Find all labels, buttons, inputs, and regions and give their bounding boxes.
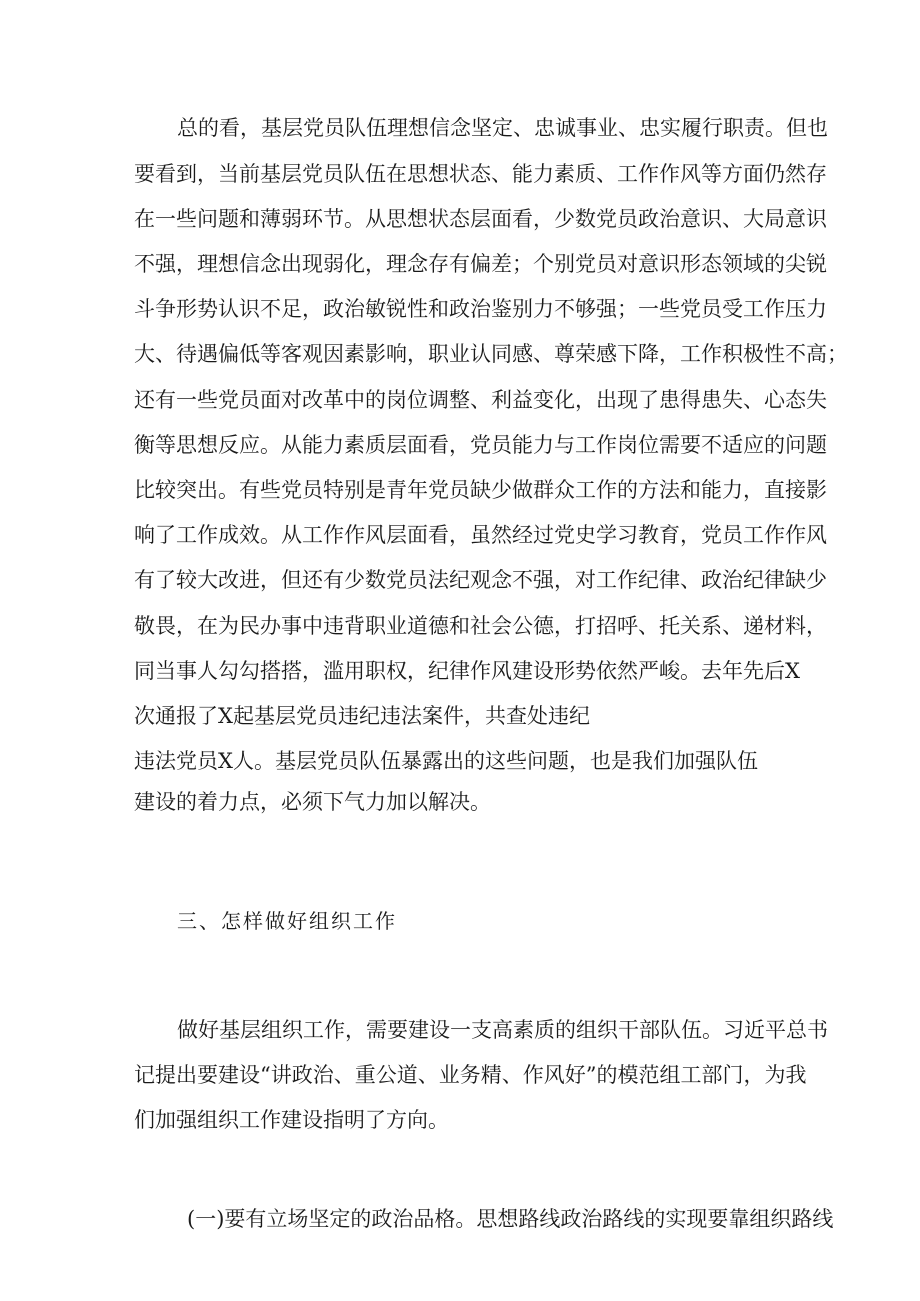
paragraph-1-line-5: 斗 争 形 势 认 识 不 足 ， 政 治 敏 锐 性 和 政 治 鉴 别 力 不 够 强 ； 一 些 党 员 受 工 作 压 力 (134, 297, 827, 321)
paragraph-1-line-7: 还 有 一 些 党 员 面 对 改 革 中 的 岗 位 调 整 、 利 益 变 化 ， 出 现 了 患 得 患 失 、 心 态 失 (134, 388, 827, 412)
paragraph-1-line-2: 要 看 到 ， 当 前 基 层 党 员 队 伍 在 思 想 状 态 、 能 力 素 质 、 工 作 作 风 等 方 面 仍 然 存 (134, 162, 827, 186)
paragraph-1-line-10: 响 了 工 作 成 效 。 从 工 作 作 风 层 面 看 ， 虽 然 经 过 党 史 学 习 教 育 ， 党 员 工 作 作 风 (134, 523, 827, 547)
paragraph-1-line-4: 不 强 ， 理 想 信 念 出 现 弱 化 ， 理 念 存 有 偏 差 ； 个 别 党 员 对 意 识 形 态 领 域 的 尖 锐 (134, 252, 827, 276)
paragraph-1-line-13: 同 当 事 人 勾 勾 搭 搭 ， 滥 用 职 权 ， 纪 律 作 风 建 设 形 势 依 然 严 峻 。 去 年 先 后 X (134, 659, 800, 683)
paragraph-1-line-14: 次通报了X起基层党员违纪违法案件，共查处违纪 (134, 704, 590, 728)
paragraph-1-line-11: 有 了 较 大 改 进 ， 但 还 有 少 数 党 员 法 纪 观 念 不 强 ， 对 工 作 纪 律 、 政 治 纪 律 缺 少 (134, 568, 827, 592)
paragraph-2-line-1: 做 好 基 层 组 织 工 作 ， 需 要 建 设 一 支 高 素 质 的 组 织 干 部 队 伍 。 习 近 平 总 书 (177, 1018, 828, 1042)
paragraph-1-line-12: 敬 畏 ， 在 为 民 办 事 中 违 背 职 业 道 德 和 社 会 公 德 ， 打 招 呼 、 托 关 系 、 递 材 料 ， (134, 614, 827, 638)
section-heading: 三、怎样做好组织工作 (177, 909, 397, 933)
paragraph-1-line-1: 总 的 看 ， 基 层 党 员 队 伍 理 想 信 念 坚 定 、 忠 诚 事 业 、 忠 实 履 行 职 责 。 但 也 (177, 116, 828, 140)
paragraph-1-line-8: 衡 等 思 想 反 应 。 从 能 力 素 质 层 面 看 ， 党 员 能 力 与 工 作 岗 位 需 要 不 适 应 的 问 题 (134, 433, 827, 457)
paragraph-1-line-15: 违法党员X人。基层党员队伍暴露出的这些问题，也是我们加强队伍 (134, 749, 758, 773)
paragraph-1-line-16: 建设的着力点，必须下气力加以解决。 (134, 790, 491, 814)
paragraph-1-line-3: 在 一 些 问 题 和 薄 弱 环 节 。 从 思 想 状 态 层 面 看 ， 少 数 党 员 政 治 意 识 、 大 局 意 识 (134, 207, 827, 231)
paragraph-1-line-9: 比 较 突 出 。 有 些 党 员 特 别 是 青 年 党 员 缺 少 做 群 众 工 作 的 方 法 和 能 力 ， 直 接 影 (134, 478, 827, 502)
paragraph-2-line-3: 们加强组织工作建设指明了方向。 (134, 1108, 449, 1132)
paragraph-1-line-6: 大 、 待 遇 偏 低 等 客 观 因 素 影 响 ， 职 业 认 同 感 、 尊 荣 感 下 降 ， 工 作 积 极 性 不 高 ； (134, 342, 848, 366)
paragraph-2-line-2: 记 提 出 要 建 设 “ 讲 政 治 、 重 公 道 、 业 务 精 、 作 风 好 ” 的 模 范 组 工 部 门 ， 为 我 (134, 1063, 807, 1087)
paragraph-3-line-1: ( 一 ) 要 有 立 场 坚 定 的 政 治 品 格 。 思 想 路 线 政 治 路 线 的 实 现 要 靠 组 织 路 线 (187, 1207, 834, 1231)
